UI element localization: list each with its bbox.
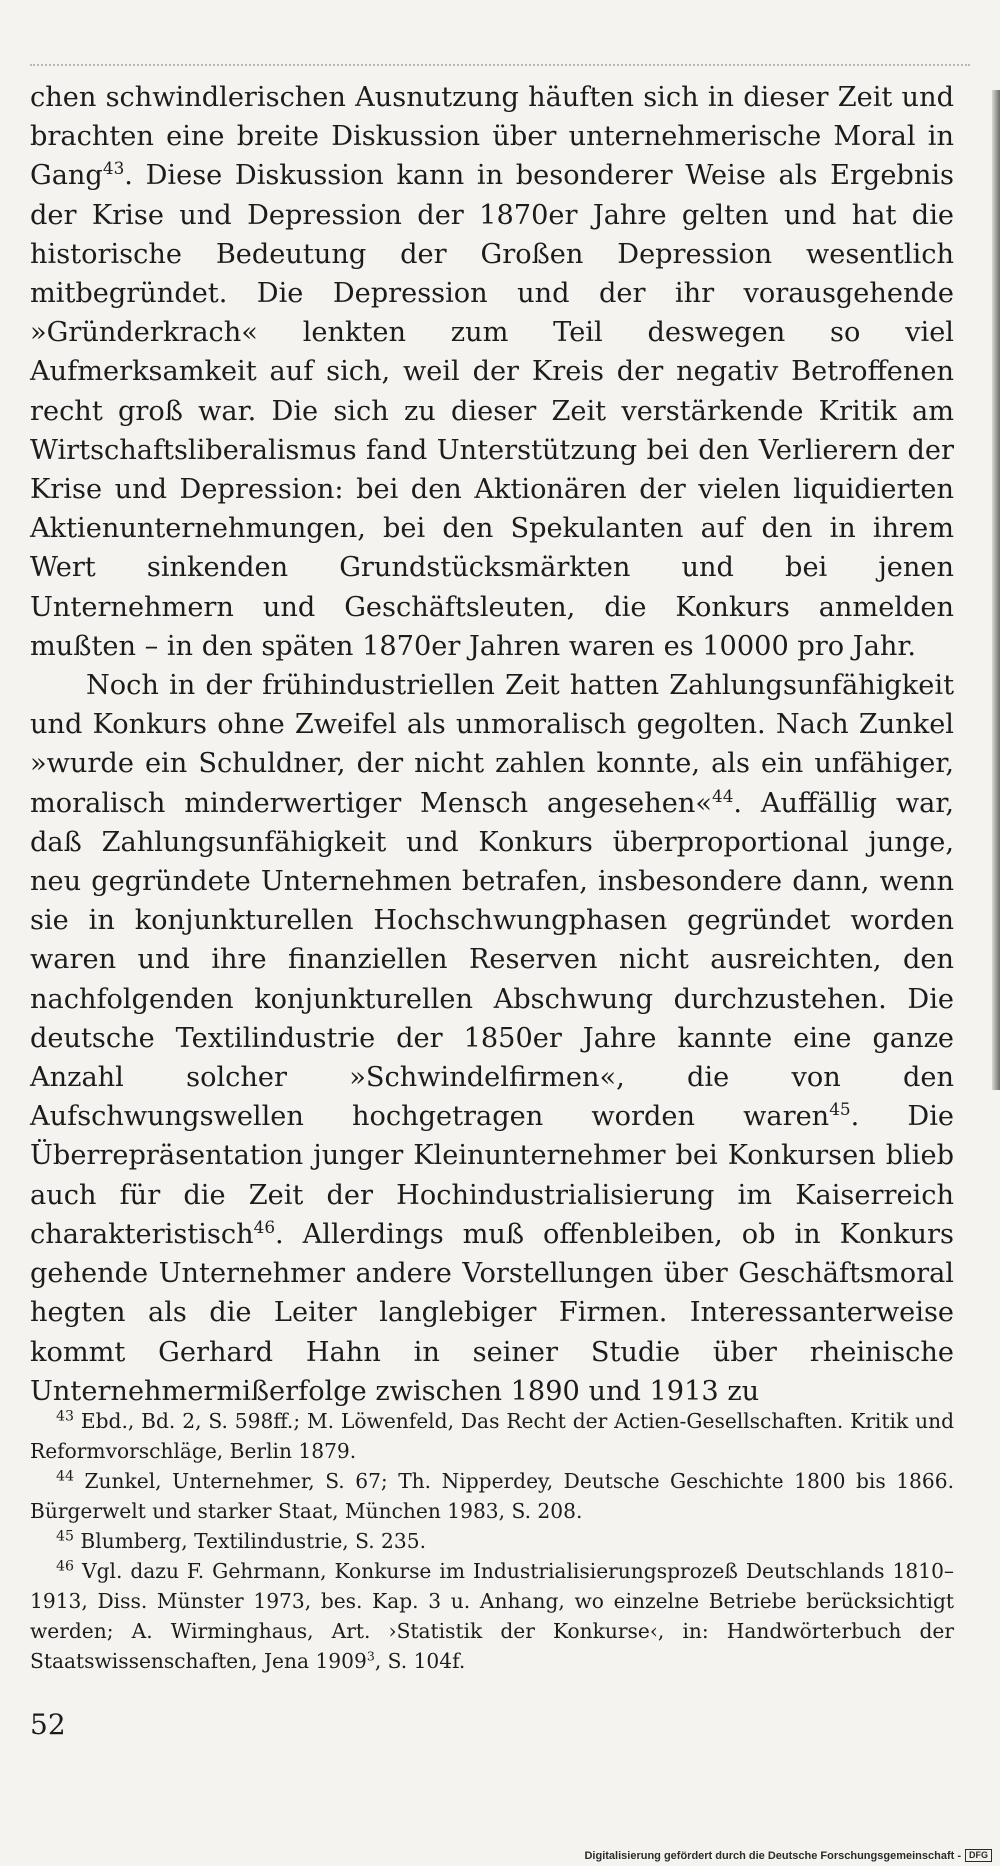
page-edge-shadow xyxy=(992,90,1000,1090)
body-text xyxy=(30,78,954,1411)
footnote-number: 44 xyxy=(56,1468,74,1485)
footnote-45 xyxy=(30,1526,954,1556)
footnote-reference: 44 xyxy=(711,785,734,806)
footnote-text: Zunkel, Unternehmer, S. 67; Th. Nipperdey, Deutsche Geschichte 1800 bis 1866. Bürgerwelt und starker Staat, München 1983, S. 208. xyxy=(30,1469,955,1523)
paragraph-1: chen schwindlerischen Ausnutzung häuften sich in dieser Zeit und brachten eine breite Diskussion über unternehmerische Moral in Gang$^{43}$. Diese Diskussion kann in besonderer Weise als Ergebnis der Krise und Depression der 1870er Jahre gelten und hat die historische Bedeutung der Großen Depression wesentlich mitbegründet. Die Depression und der ihr vorausgehende »Gründerkrach« lenkten zum Teil deswegen so viel Aufmerksamkeit auf sich, weil der Kreis der negativ Betroffenen recht groß war. Die sich zu dieser Zeit verstärkende Kritik am Wirtschaftsliberalismus fand Unterstützung bei den Verlierern der Krise und Depression: bei den Aktionären der vielen liquidierten Aktienunternehmungen, bei den Spekulanten auf den in ihrem Wert sinkenden Grundstücksmärkten und bei jenen Unternehmern und Geschäftsleuten, die Konkurs anmelden mußten – in den späten 1870er Jahren waren es 10000 pro Jahr. xyxy=(30,82,954,662)
footnote-number: 43 xyxy=(56,1408,74,1425)
footnote-number: 46 xyxy=(56,1558,74,1575)
footnote-reference: 45 xyxy=(829,1099,851,1120)
footnote-text: Ebd., Bd. 2, S. 598ff.; M. Löwenfeld, Das Recht der Actien-Gesellschaften. Kritik und Reformvorschläge, Berlin 1879. xyxy=(30,1409,954,1463)
top-dotted-rule xyxy=(30,64,970,66)
digitization-credit xyxy=(584,1849,992,1862)
footnote-46 xyxy=(30,1556,954,1676)
footnote-reference: 43 xyxy=(102,158,125,179)
footnote-reference: 46 xyxy=(253,1216,276,1237)
footnotes xyxy=(30,1406,954,1676)
footnote-reference: 3 xyxy=(366,1648,375,1664)
footnote-number: 45 xyxy=(56,1528,74,1545)
paragraph-2: Noch in der frühindustriellen Zeit hatten Zahlungsunfähigkeit und Konkurs ohne Zweifel als unmoralisch gegolten. Nach Zunkel »wurde ein Schuldner, der nicht zahlen konnte, als ein unfähiger, moralisch minderwertiger Mensch angesehen«$^{44}$. Auffällig war, daß Zahlungsunfähigkeit und Konkurs überproportional junge, neu gegründete Unternehmen betrafen, insbesondere dann, wenn sie in konjunkturellen Hochschwungphasen gegründet worden waren und ihre finanziellen Reserven nicht ausreichten, den nachfolgenden konjunkturellen Abschwung durchzustehen. Die deutsche Textilindustrie der 1850er Jahre kannte eine ganze Anzahl solcher »Schwindelfirmen«, die von den Aufschwungswellen hochgetragen worden waren$^{45}$. Die Überrepräsentation junger Kleinunternehmer bei Konkursen blieb auch für die Zeit der Hochindustrialisierung im Kaiserreich charakteristisch$^{46}$. Allerdings muß offenbleiben, ob in Konkurs gehende Unternehmer andere Vorstellungen über Geschäftsmoral hegten als die Leiter langlebiger Firmen. Interessanterweise kommt Gerhard Hahn in seiner Studie über rheinische Unternehmermißerfolge zwischen 1890 und 1913 zu xyxy=(30,670,954,1407)
page-number: 52 xyxy=(30,1708,66,1741)
footnote-44 xyxy=(30,1466,954,1526)
dfg-logo-icon: DFG xyxy=(965,1849,992,1862)
footnote-43 xyxy=(30,1406,954,1466)
footnote-text: Blumberg, Textilindustrie, S. 235. xyxy=(80,1529,427,1553)
footnote-text: Vgl. dazu F. Gehrmann, Konkurse im Industrialisierungsprozeß Deutschlands 1810–1913, Diss. Münster 1973, bes. Kap. 3 u. Anhang, wo einzelne Betriebe berücksichtigt werden; A. Wirminghaus, Art. ›Statistik der Konkurse‹, in: Handwörterbuch der Staatswissenschaften, Jena 1909$^3$, S. 104f. xyxy=(30,1559,955,1673)
credit-text: Digitalisierung gefördert durch die Deutsche Forschungsgemeinschaft - xyxy=(584,1849,961,1862)
